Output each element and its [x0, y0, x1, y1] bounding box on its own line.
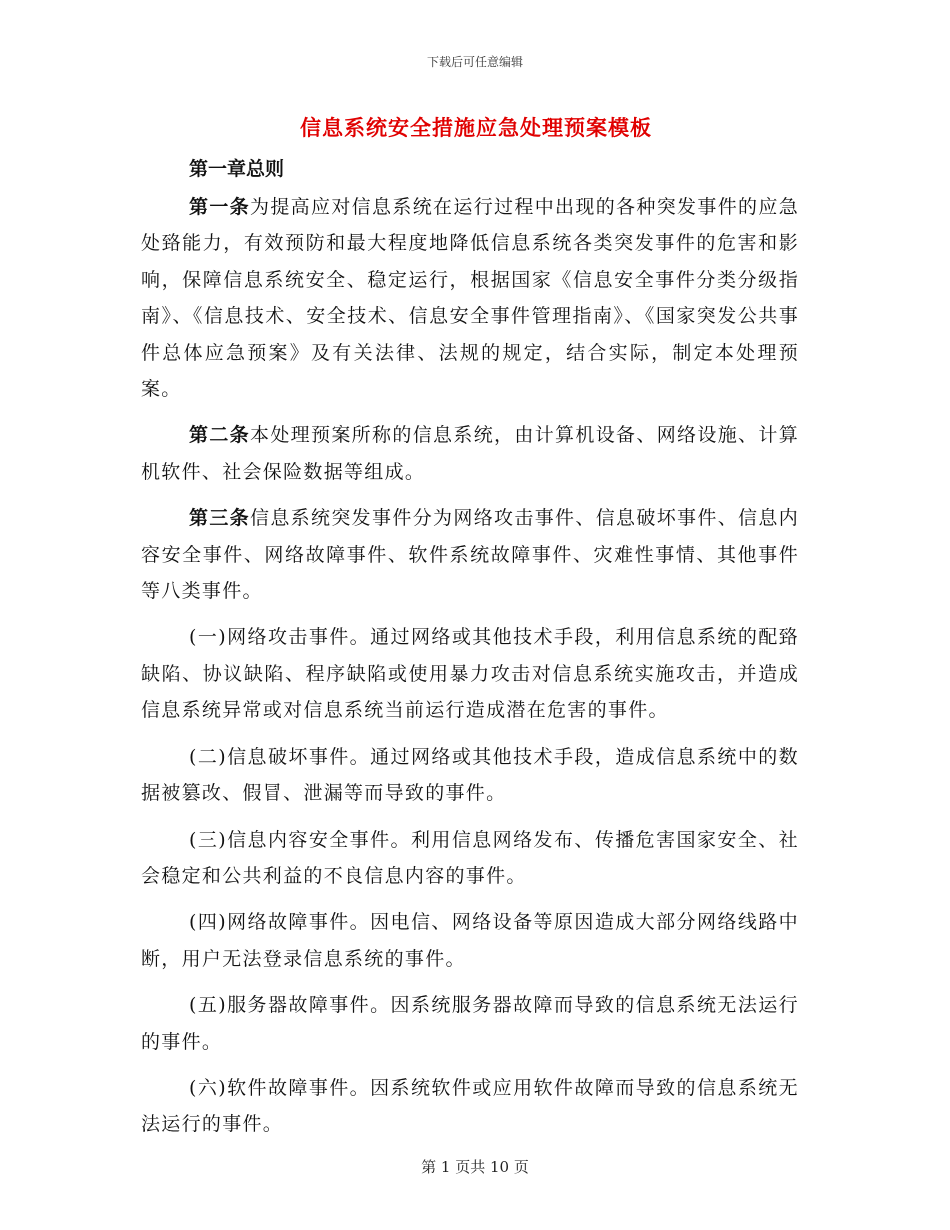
- article-lead: 第二条: [189, 424, 251, 447]
- sub-item-paragraph: [141, 987, 799, 1060]
- paragraph-text: (五)服务器故障事件。因系统服务器故障而导致的信息系统无法运行的事件。: [141, 994, 799, 1053]
- paragraph-text: 为提高应对信息系统在运行过程中出现的各种突发事件的应急处臵能力，有效预防和最大程度地降低信息系统各类突发事件的危害和影响，保障信息系统安全、稳定运行，根据国家《信息安全事件分类分级指南》、《信息技术、安全技术、信息安全事件管理指南》、《国家突发公共事件总体应急预案》及有关法律、法规的规定，结合实际，制定本处理预案。: [141, 196, 799, 401]
- page-footer: 第 1 页共 10 页: [421, 1158, 529, 1176]
- sub-item-paragraph: [141, 739, 799, 812]
- paragraph-text: 本处理预案所称的信息系统，由计算机设备、网络设施、计算机软件、社会保险数据等组成。: [141, 424, 799, 483]
- sub-item-paragraph: [141, 904, 799, 977]
- sub-item-paragraph: [141, 619, 799, 728]
- article-paragraph: [141, 189, 799, 407]
- article-lead: 第一条: [189, 196, 251, 218]
- paragraph-text: 信息系统突发事件分为网络攻击事件、信息破坏事件、信息内容安全事件、网络故障事件、软件系统故障事件、灾难性事情、其他事件等八类事件。: [141, 507, 799, 603]
- sub-item-paragraph: [141, 822, 799, 895]
- document-title: 信息系统安全措施应急处理预案模板: [300, 115, 652, 140]
- paragraph-text: (一)网络攻击事件。通过网络或其他技术手段，利用信息系统的配臵缺陷、协议缺陷、程序缺陷或使用暴力攻击对信息系统实施攻击，并造成信息系统异常或对信息系统当前运行造成潜在危害的事件。: [141, 626, 799, 722]
- document-body: [141, 189, 799, 1153]
- sub-item-paragraph: [141, 1070, 799, 1143]
- article-lead: 第三条: [189, 507, 251, 530]
- paragraph-text: (四)网络故障事件。因电信、网络设备等原因造成大部分网络线路中断，用户无法登录信息系统的事件。: [141, 911, 799, 970]
- paragraph-text: (六)软件故障事件。因系统软件或应用软件故障而导致的信息系统无法运行的事件。: [141, 1076, 799, 1136]
- paragraph-text: (二)信息破坏事件。通过网络或其他技术手段，造成信息系统中的数据被篡改、假冒、泄漏等而导致的事件。: [141, 745, 799, 805]
- chapter-heading: 第一章总则: [189, 158, 285, 180]
- article-paragraph: [141, 500, 799, 609]
- paragraph-text: (三)信息内容安全事件。利用信息网络发布、传播危害国家安全、社会稳定和公共利益的不良信息内容的事件。: [141, 828, 799, 887]
- article-paragraph: [141, 417, 799, 490]
- header-note: 下载后可任意编辑: [426, 55, 523, 69]
